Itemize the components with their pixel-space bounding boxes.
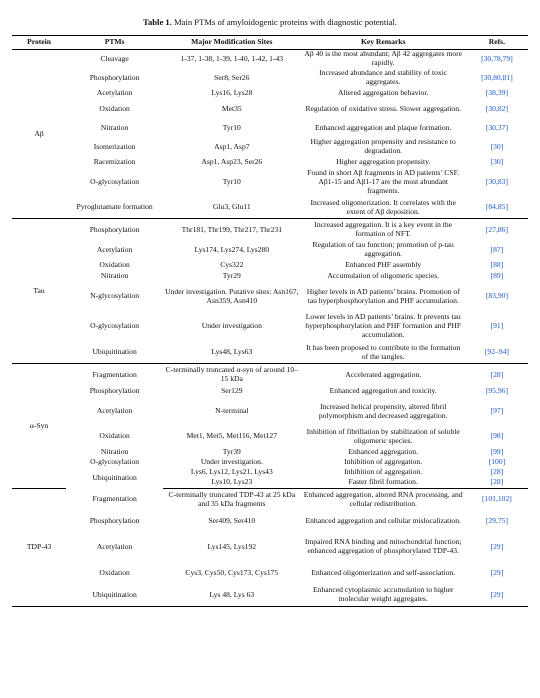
table-row	[12, 69, 528, 88]
table-row	[12, 100, 528, 119]
ptm-cell: Oxidation	[99, 431, 130, 441]
sites-cell: C-terminally truncated TDP-43 at 25 kDa and 35 kDa fragments	[168, 489, 296, 508]
table-row	[12, 241, 528, 260]
table-row	[12, 119, 528, 138]
remarks-cell: Inhibition of aggregation.	[344, 467, 423, 477]
ptm-cell: Racemization	[93, 157, 136, 167]
refs-cell[interactable]: [87]	[490, 244, 504, 254]
header-refs: Refs.	[466, 36, 528, 50]
refs-cell[interactable]: [98]	[490, 431, 504, 441]
sites-cell: Tyr10	[222, 177, 241, 187]
table-row	[12, 157, 528, 169]
sites-cell: Lys145, Lys192	[207, 541, 257, 551]
remarks-cell: Increased helical propensity, altered fibril polymorphism and decreased aggregation.	[318, 401, 448, 420]
table-row	[12, 49, 528, 68]
remarks-cell: Inhibition of aggregation.	[344, 457, 423, 467]
ptm-cell: Isomerization	[93, 141, 136, 151]
refs-cell[interactable]: [84,85]	[466, 197, 528, 219]
table-row	[12, 398, 528, 426]
sites-cell: Tyr29	[222, 271, 241, 281]
refs-cell[interactable]: [29]	[490, 541, 504, 551]
ptm-cell: Pyroglutamate formation	[66, 197, 163, 219]
ptm-cell: Acetylation	[96, 88, 133, 98]
remarks-cell: Accumulation of oligomeric species.	[327, 271, 440, 281]
sites-cell: Thr181, Thr199, Thr217, Thr231	[181, 224, 283, 234]
refs-cell[interactable]: [30,80,81]	[481, 72, 513, 82]
header-protein: Protein	[12, 36, 66, 50]
remarks-cell: Increased abundance and stability of toxic aggregates.	[319, 68, 448, 87]
remarks-cell: Enhanced oligomerization and self-association.	[311, 567, 456, 577]
refs-cell[interactable]: [28]	[490, 467, 504, 477]
table-header-row	[12, 36, 528, 50]
remarks-cell: Regulation of oxidative stress. Slower aggregation.	[305, 103, 461, 113]
ptm-cell: Fragmentation	[92, 369, 137, 379]
remarks-cell: Enhanced aggregation, altered RNA processing, and cellular redistribution.	[303, 489, 463, 508]
refs-cell[interactable]: [30]	[490, 141, 504, 151]
protein-cell: TDP-43	[12, 488, 66, 606]
sites-cell: Asp1, Asp7	[214, 141, 250, 151]
table-row	[12, 272, 528, 282]
table-row	[12, 219, 528, 241]
ptm-cell: O-glycosylation	[90, 457, 140, 467]
refs-cell[interactable]: [99]	[490, 447, 504, 457]
ptm-cell: Acetylation	[96, 406, 133, 416]
remarks-cell: Higher levels in AD patients’ brains. Promotion of tau hyperphosphorylation and PHF accumulation.	[306, 286, 460, 305]
ptm-cell: Ubiquitination	[66, 584, 163, 606]
refs-cell[interactable]: [100]	[488, 457, 506, 467]
table-body	[12, 49, 528, 606]
table-row	[12, 426, 528, 448]
sites-cell: Lys 48, Lys 63	[163, 584, 300, 606]
remarks-cell: Accelerated aggregation.	[345, 369, 422, 379]
refs-cell[interactable]: [30,83]	[485, 177, 508, 187]
sites-cell: Ser409, Ser410	[208, 515, 256, 525]
ptm-cell: O-glycosylation	[90, 177, 140, 187]
table-row	[12, 88, 528, 100]
protein-cell: Tau	[12, 219, 66, 364]
refs-cell[interactable]: [30,82]	[485, 103, 508, 113]
refs-cell[interactable]: [29]	[466, 584, 528, 606]
ptm-cell: O-glycosylation	[90, 321, 140, 331]
remarks-cell: Enhanced aggregation and toxicity.	[329, 386, 437, 396]
sites-cell: Tyr39	[222, 447, 241, 457]
table-caption-label: Table 1.	[143, 17, 172, 27]
refs-cell[interactable]: [30]	[490, 157, 504, 167]
sites-cell: Under investigation.	[200, 457, 263, 467]
remarks-cell: Found in short Aβ fragments in AD patients’ CSF. Aβ1-15 and Aβ1-17 are the most abundant fragments.	[307, 168, 460, 196]
sites-cell: N-terminal	[215, 406, 249, 416]
refs-cell[interactable]: [30,37]	[485, 122, 508, 132]
ptm-cell: Oxidation	[99, 260, 130, 270]
ptm-cell: Oxidation	[99, 567, 130, 577]
table-row	[12, 197, 528, 219]
refs-cell[interactable]: [95,96]	[485, 386, 508, 396]
refs-cell[interactable]: [91]	[490, 321, 504, 331]
sites-cell: Glu3, Glu11	[163, 197, 300, 219]
remarks-cell: Inhibition of fibrillation by stabilization of soluble oligomeric species.	[306, 426, 460, 445]
refs-cell[interactable]: [28]	[490, 369, 504, 379]
refs-cell[interactable]: [83,90]	[485, 291, 508, 301]
table-caption-text: Main PTMs of amyloidogenic proteins with diagnostic potential.	[174, 17, 397, 27]
sites-cell: 1-37, 1-38, 1-39, 1-40, 1-42, 1-43	[180, 53, 284, 63]
table-row	[12, 312, 528, 342]
refs-cell[interactable]: [28]	[466, 478, 528, 488]
table-row	[12, 138, 528, 157]
refs-cell[interactable]: [38,39]	[485, 88, 508, 98]
sites-cell: Lys10, Lys23	[163, 478, 300, 488]
ptm-cell: Acetylation	[96, 541, 133, 551]
ptm-cell: Nitration	[100, 447, 129, 457]
sites-cell: C-terminally truncated α-syn of around 10–15 kDa	[165, 365, 299, 384]
remarks-cell: Higher aggregation propensity and resistance to degradation.	[310, 137, 456, 156]
sites-cell: Lys174, Lys274, Lys280	[194, 244, 270, 254]
sites-cell: Lys16, Lys28	[211, 88, 253, 98]
ptm-cell: Cleavage	[100, 53, 129, 63]
ptm-cell: Acetylation	[96, 244, 133, 254]
refs-cell[interactable]: [101,102]	[482, 494, 512, 504]
remarks-cell: Regulation of tau function; promotion of p-tau aggregation.	[312, 240, 454, 259]
protein-cell: Aβ	[12, 49, 66, 218]
remarks-cell: It has been proposed to contribute to the formation of the tangles.	[301, 342, 466, 364]
refs-cell[interactable]: [97]	[490, 406, 504, 416]
remarks-cell: Enhanced cytoplasmic accumulation to higher molecular weight aggregates.	[301, 584, 466, 606]
remarks-cell: Aβ 40 is the most abundant; Aβ 42 aggregates more rapidly.	[304, 49, 463, 68]
remarks-cell: Impaired RNA binding and mitochondrial function; enhanced aggregation of phosphorylated TDP-43.	[304, 537, 462, 556]
table-row	[12, 488, 528, 510]
ptm-table	[12, 35, 528, 607]
ptm-cell: Phosphorylation	[89, 386, 140, 396]
ptm-cell: Nitration	[100, 122, 129, 132]
remarks-cell: Enhanced aggregation and plaque formation.	[314, 122, 452, 132]
ptm-cell: N-glycosylation	[90, 291, 140, 301]
refs-cell[interactable]: [88]	[490, 260, 504, 270]
table-row	[12, 260, 528, 272]
table-row	[12, 584, 528, 606]
table-row	[12, 562, 528, 584]
table-row	[12, 169, 528, 197]
sites-cell: Met1, Met5, Met116, Met127	[186, 431, 278, 441]
remarks-cell: Increased aggregation. It is a key event in the formation of NFT.	[314, 220, 453, 239]
table-caption	[0, 17, 540, 27]
ptm-cell: Ubiquitination	[66, 342, 163, 364]
ptm-cell: Oxidation	[99, 103, 130, 113]
header-sites: Major Modification Sites	[163, 36, 300, 50]
remarks-cell: Enhanced aggregation.	[348, 447, 418, 457]
sites-cell: Cys3, Cys50, Cys173, Cys175	[185, 567, 279, 577]
sites-cell: Ser129	[221, 386, 243, 396]
sites-cell: Cys322	[220, 260, 244, 270]
sites-cell: Tyr10	[222, 122, 241, 132]
ptm-cell: Phosphorylation	[89, 224, 140, 234]
sites-cell: Asp1, Asp23, Ser26	[201, 157, 263, 167]
table-row	[12, 364, 528, 386]
remarks-cell: Enhanced aggregation and cellular mislocalization.	[305, 515, 461, 525]
remarks-cell: Lower levels in AD patients’ brains. It prevents tau hyperphosphorylation and PHF formation and PHF accumulation.	[305, 312, 462, 340]
remarks-cell: Enhanced PHF assembly	[345, 260, 422, 270]
refs-cell[interactable]: [29,75]	[485, 515, 508, 525]
ptm-cell: Ubiquitination	[92, 472, 137, 482]
remarks-cell: Increased oligomerization. It correlates with the extent of Aβ deposition.	[301, 197, 466, 219]
remarks-cell: Altered aggregation behavior.	[337, 88, 429, 98]
sites-cell: Under investigation	[201, 321, 262, 331]
refs-cell[interactable]: [30,78,79]	[481, 53, 513, 63]
table-row	[12, 448, 528, 458]
refs-cell[interactable]: [29]	[490, 567, 504, 577]
refs-cell[interactable]: [92–94]	[466, 342, 528, 364]
table-row	[12, 468, 528, 478]
sites-cell: Lys48, Lys63	[163, 342, 300, 364]
ptm-cell: Fragmentation	[92, 493, 137, 503]
remarks-cell: Faster fibril formation.	[301, 478, 466, 488]
ptm-cell: Phosphorylation	[89, 515, 140, 525]
table-row	[12, 342, 528, 364]
protein-cell: α-Syn	[12, 364, 66, 488]
header-ptms: PTMs	[66, 36, 163, 50]
refs-cell[interactable]: [89]	[490, 271, 504, 281]
header-remarks: Key Remarks	[301, 36, 466, 50]
table-row	[12, 510, 528, 532]
sites-cell: Under investigation. Putative sites: Asn167, Asn359, Asn410	[165, 286, 299, 305]
remarks-cell: Higher aggregation propensity.	[336, 157, 431, 167]
table-row	[12, 458, 528, 468]
sites-cell: Met35	[221, 103, 242, 113]
table-row	[12, 386, 528, 398]
table-row	[12, 282, 528, 312]
ptm-cell: Phosphorylation	[89, 72, 140, 82]
table-row	[12, 532, 528, 562]
refs-cell[interactable]: [27,86]	[485, 224, 508, 234]
sites-cell: Ser8, Ser26	[214, 72, 250, 82]
ptm-cell: Nitration	[100, 271, 129, 281]
sites-cell: Lys6, Lys12, Lys21, Lys43	[190, 467, 273, 477]
